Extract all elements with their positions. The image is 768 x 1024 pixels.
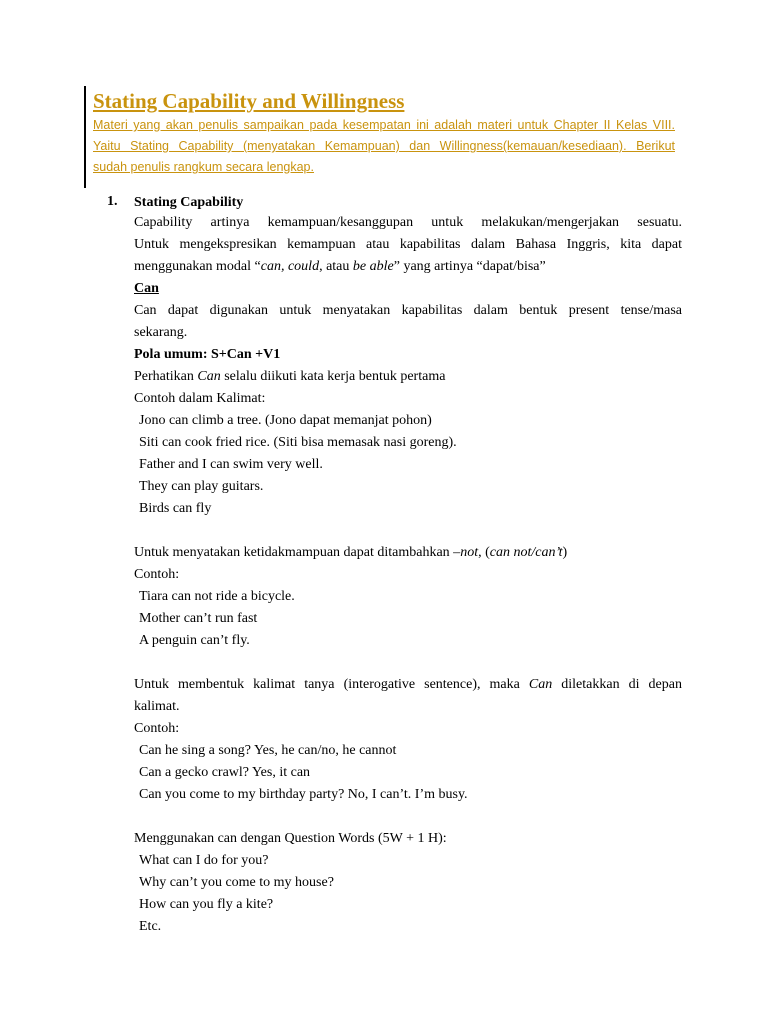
example-sentence: They can play guitars. (139, 479, 264, 494)
pattern-formula: Pola umum: S+Can +V1 (134, 347, 281, 362)
question-example: Can he sing a song? Yes, he can/no, he cannot (139, 743, 397, 758)
negative-label: Contoh: (134, 567, 180, 582)
example-sentence: Father and I can swim very well. (139, 457, 323, 472)
question-intro: Untuk membentuk kalimat tanya (interogative sentence), maka Can diletakkan di depan (134, 677, 682, 692)
wh-intro: Menggunakan can dengan Question Words (5W + 1 H): (134, 831, 447, 846)
question-example: Can you come to my birthday party? No, I can’t. I’m busy. (139, 787, 468, 802)
can-description: sekarang. (134, 325, 188, 340)
negative-example: Tiara can not ride a bicycle. (139, 589, 295, 604)
example-sentence: Jono can climb a tree. (Jono dapat memanjat pohon) (139, 413, 432, 428)
can-description: Can dapat digunakan untuk menyatakan kapabilitas dalam bentuk present tense/masa (134, 303, 682, 318)
wh-example: Why can’t you come to my house? (139, 875, 334, 890)
intro-line: sudah penulis rangkum secara lengkap. (93, 160, 314, 174)
section-heading: Stating Capability (134, 195, 244, 210)
margin-bar (84, 86, 86, 188)
note-line: Perhatikan Can selalu diikuti kata kerja bentuk pertama (134, 369, 446, 384)
example-sentence: Birds can fly (139, 501, 212, 516)
negative-example: Mother can’t run fast (139, 611, 258, 626)
wh-example: Etc. (139, 919, 162, 934)
intro-paragraph (93, 115, 675, 178)
examples-label: Contoh dalam Kalimat: (134, 391, 266, 406)
wh-example: What can I do for you? (139, 853, 269, 868)
section-number: 1. (107, 194, 118, 209)
question-label: Contoh: (134, 721, 180, 736)
negative-intro: Untuk menyatakan ketidakmampuan dapat ditambahkan –not, (can not/can’t) (134, 545, 568, 560)
intro-line: Yaitu Stating Capability (menyatakan Kemampuan) dan Willingness(kemauan/kesediaan). Berikut (93, 139, 675, 153)
question-intro-cont: kalimat. (134, 699, 180, 714)
definition-line: Untuk mengekspresikan kemampuan atau kapabilitas dalam Bahasa Inggris, kita dapat (134, 237, 682, 252)
question-example: Can a gecko crawl? Yes, it can (139, 765, 311, 780)
definition-line: menggunakan modal “can, could, atau be able” yang artinya “dapat/bisa” (134, 259, 546, 274)
example-sentence: Siti can cook fried rice. (Siti bisa memasak nasi goreng). (139, 435, 457, 450)
wh-example: How can you fly a kite? (139, 897, 274, 912)
section-body (134, 192, 682, 938)
can-heading: Can (134, 281, 159, 296)
definition-line: Capability artinya kemampuan/kesanggupan untuk melakukan/mengerjakan sesuatu. (134, 215, 682, 230)
negative-example: A penguin can’t fly. (139, 633, 250, 648)
document-title: Stating Capability and Willingness (93, 89, 405, 113)
intro-line: Materi yang akan penulis sampaikan pada kesempatan ini adalah materi untuk Chapter II Kelas VIII. (93, 118, 675, 132)
